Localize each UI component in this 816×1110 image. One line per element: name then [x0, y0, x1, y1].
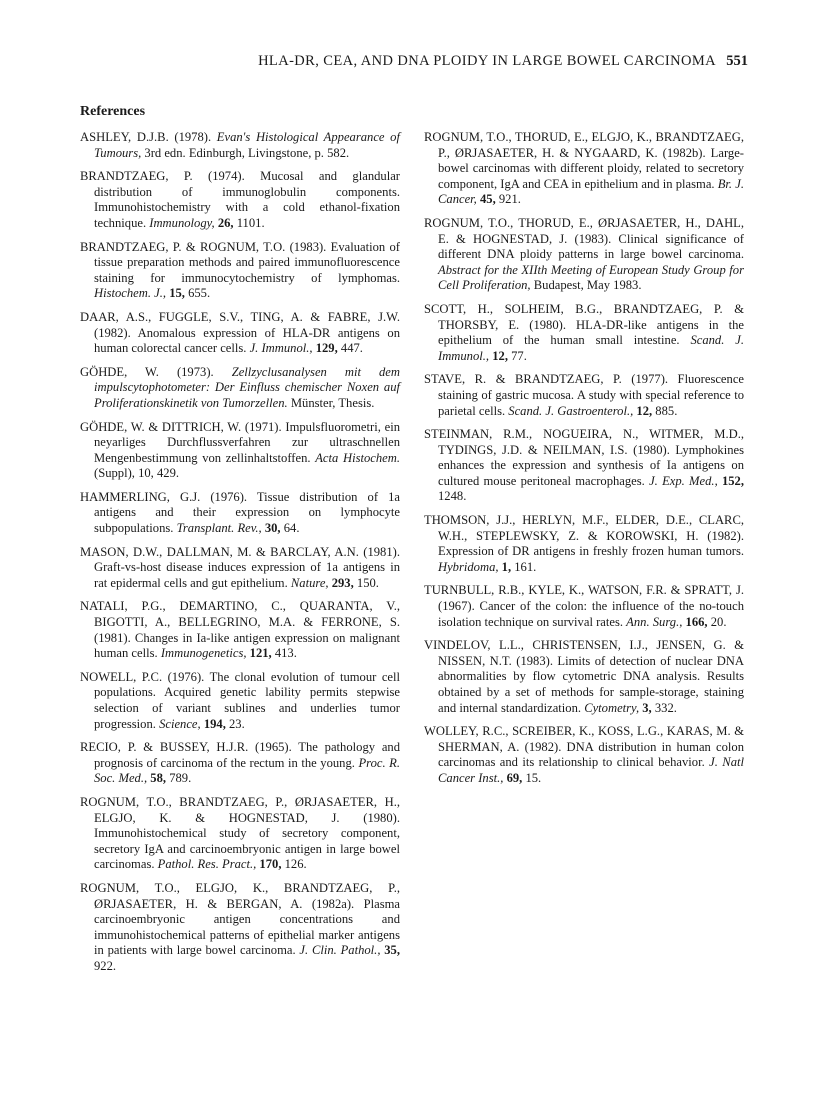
reference-entry	[80, 670, 400, 732]
reference-v: 121,	[246, 646, 272, 661]
reference-v: 12,	[633, 403, 653, 418]
reference-a: RECIO, P. & BUSSEY, H.J.R. (1965). The pathology and prognosis of carcinoma of the rectum in the young.	[80, 740, 400, 770]
reference-e: 161.	[511, 559, 537, 574]
reference-a: NATALI, P.G., DEMARTINO, C., QUARANTA, V., BIGOTTI, A., BELLEGRINO, M.A. & FERRONE, S. (1981). Changes in Ia-like antigen expression on malignant human cells.	[80, 599, 400, 661]
reference-a: ROGNUM, T.O., ELGJO, K., BRANDTZAEG, P., ØRJASAETER, H. & BERGAN, A. (1982a). Plasma carcinoembryonic antigen concentrations and immunohistochemical patterns of epithelial marker antigens in patients with large bowel carcinoma.	[80, 880, 400, 958]
reference-entry	[424, 372, 744, 419]
reference-v: 35,	[380, 943, 401, 958]
references-heading: References	[80, 104, 146, 119]
reference-a: BRANDTZAEG, P. (1974). Mucosal and glandular distribution of immunoglobulin components. Immunohistochemistry with a cold ethanol-fixation technique.	[80, 169, 400, 230]
reference-e: 1248.	[438, 489, 467, 504]
reference-e: 20.	[707, 614, 727, 629]
reference-e: 1101.	[233, 215, 265, 230]
reference-entry	[424, 724, 744, 786]
reference-j: Transplant. Rev.,	[176, 521, 262, 536]
reference-j: J. Immunol.,	[249, 341, 313, 356]
reference-v: 1,	[498, 559, 512, 574]
page-number: 551	[726, 53, 748, 69]
reference-j: J. Clin. Pathol.,	[299, 943, 381, 958]
references-column-right	[424, 130, 744, 795]
reference-entry	[80, 795, 400, 873]
reference-a: THOMSON, J.J., HERLYN, M.F., ELDER, D.E., CLARC, W.H., STEPLEWSKY, Z. & KOROWSKI, H. (1982). Expression of DR antigens in freshly frozen human tumors.	[424, 513, 744, 559]
reference-e: 885.	[652, 403, 678, 418]
reference-j: Scand. J. Gastroenterol.,	[508, 403, 634, 418]
reference-j: Hybridoma,	[438, 559, 499, 574]
reference-entry	[80, 740, 400, 787]
reference-r: Münster, Thesis.	[287, 395, 375, 410]
reference-v: 3,	[639, 700, 652, 715]
reference-j: Br. J. Cancer,	[438, 176, 744, 207]
reference-j: Nature,	[290, 575, 329, 590]
reference-a: STAVE, R. & BRANDTZAEG, P. (1977). Fluorescence staining of gastric mucosa. A study with special reference to parietal cells.	[424, 372, 744, 418]
reference-a: BRANDTZAEG, P. & ROGNUM, T.O. (1983). Evaluation of tissue preparation methods and paired immunofluorescence staining for immunocytochemistry of lymphomas.	[80, 239, 400, 285]
reference-entry	[80, 130, 400, 161]
reference-v: 69,	[503, 770, 523, 785]
reference-e: 150.	[353, 575, 379, 590]
reference-entry	[80, 490, 400, 537]
reference-v: 15,	[166, 286, 185, 301]
reference-e: 789.	[166, 771, 192, 786]
references-column-left	[80, 130, 400, 983]
reference-v: 45,	[476, 192, 496, 207]
reference-a: ASHLEY, D.J.B. (1978).	[80, 130, 217, 144]
reference-v: 26,	[214, 215, 234, 230]
reference-j: Pathol. Res. Pract.,	[157, 857, 257, 872]
reference-entry	[80, 599, 400, 661]
reference-v: 166,	[682, 614, 708, 629]
reference-j: J. Natl Cancer Inst.,	[438, 755, 744, 785]
reference-r: Budapest, May 1983.	[530, 278, 642, 293]
reference-e: 447.	[337, 341, 363, 356]
reference-entry	[80, 420, 400, 482]
reference-a: ROGNUM, T.O., BRANDTZAEG, P., ØRJASAETER, H., ELGJO, K. & HOGNESTAD, J. (1980). Immunohistochemical study of secretory component, secretory IgA and carcinoembryonic antigen in large bowel carcinomas.	[80, 794, 400, 872]
reference-v: 30,	[261, 521, 281, 536]
reference-e: 922.	[94, 958, 117, 973]
reference-j: Cytometry,	[584, 700, 640, 715]
reference-e: 77.	[507, 348, 527, 363]
reference-j: Science,	[159, 716, 201, 731]
reference-e: 413.	[271, 646, 297, 661]
reference-v: 170,	[256, 857, 282, 872]
reference-a: GÖHDE, W. (1973).	[80, 364, 232, 379]
reference-a: WOLLEY, R.C., SCREIBER, K., KOSS, L.G., KARAS, M. & SHERMAN, A. (1982). DNA distribution in human colon carcinomas and its relationship to clinical behavior.	[424, 724, 744, 770]
reference-v: 12,	[489, 348, 508, 363]
reference-entry	[424, 513, 744, 575]
reference-a: GÖHDE, W. & DITTRICH, W. (1971). Impulsfluorometri, ein neyarliges Durchflussverfahren zur ultraschnellen Mengenbestimmung von zellinhaltstoffen.	[80, 419, 400, 465]
reference-j: Immunogenetics,	[160, 646, 247, 661]
reference-v: 129,	[312, 341, 338, 356]
reference-e: 23.	[225, 716, 245, 731]
reference-entry	[424, 583, 744, 630]
reference-v: 152,	[717, 473, 745, 488]
reference-j: Ann. Surg.,	[626, 614, 683, 629]
reference-e: 64.	[280, 521, 300, 536]
reference-entry	[424, 638, 744, 716]
reference-entry	[80, 310, 400, 357]
running-title: HLA-DR, CEA, AND DNA PLOIDY IN LARGE BOWEL CARCINOMA	[258, 53, 716, 69]
reference-entry	[80, 169, 400, 231]
reference-j: J. Exp. Med.,	[649, 473, 718, 488]
reference-j: Histochem. J.,	[94, 286, 167, 301]
reference-e: 655.	[184, 286, 211, 301]
reference-entry	[424, 216, 744, 294]
reference-entry	[80, 881, 400, 975]
reference-e: 126.	[281, 857, 307, 872]
running-header	[0, 50, 816, 74]
reference-a: STEINMAN, R.M., NOGUEIRA, N., WITMER, M.D., TYDINGS, J.D. & NEILMAN, I.S. (1980). Lymphokines enhances the expression and synthesis of Ia antigens on cultured mouse peritoneal macrophages.	[424, 427, 744, 488]
reference-j: Immunology,	[149, 215, 215, 230]
reference-e: (Suppl), 10, 429.	[94, 466, 180, 481]
reference-entry	[424, 427, 744, 505]
reference-a: DAAR, A.S., FUGGLE, S.V., TING, A. & FABRE, J.W. (1982). Anomalous expression of HLA-DR antigens on human colorectal cancer cells.	[80, 309, 400, 356]
reference-a: HAMMERLING, G.J. (1976). Tissue distribution of 1a antigens and their expression on lymphocyte subpopulations.	[80, 489, 400, 536]
reference-v: 293,	[328, 575, 354, 590]
reference-e: 15.	[522, 770, 542, 785]
reference-e: 921.	[495, 192, 521, 207]
reference-r: 3rd edn. Edinburgh, Livingstone, p. 582.	[141, 145, 350, 160]
reference-a: ROGNUM, T.O., THORUD, E., ELGJO, K., BRANDTZAEG, P., ØRJASAETER, H. & NYGAARD, K. (1982b). Large-bowel carcinomas with different ploidy, related to secretory component, IgA and CEA in epithelium and in plasma.	[424, 130, 744, 191]
reference-t: Abstract for the XIIth Meeting of European Study Group for Cell Proliferation,	[438, 262, 744, 293]
reference-j: Scand. J. Immunol.,	[438, 333, 745, 363]
reference-v: 194,	[200, 716, 226, 731]
reference-entry	[80, 240, 400, 302]
reference-v: 58,	[147, 771, 167, 786]
reference-t: Zellzyclusanalysen mit dem impulscytophotometer: Der Einfluss chemischer Noxen auf Proliferationskinetik von Tumorzellen.	[94, 364, 400, 410]
reference-a: ROGNUM, T.O., THORUD, E., ØRJASAETER, H., DAHL, E. & HOGNESTAD, J. (1983). Clinical significance of different DNA ploidy patterns in large bowel carcinoma.	[424, 215, 744, 262]
reference-a: MASON, D.W., DALLMAN, M. & BARCLAY, A.N. (1981). Graft-vs-host disease induces expression of 1a antigens in rat epidermal cells and gut epithelium.	[80, 544, 400, 590]
reference-entry	[424, 130, 744, 208]
reference-a: NOWELL, P.C. (1976). The clonal evolution of tumour cell populations. Acquired genetic lability permits stepwise selection of variant sublines and underlies tumor progression.	[80, 669, 400, 731]
reference-entry	[80, 545, 400, 592]
reference-j: Proc. R. Soc. Med.,	[94, 755, 400, 786]
reference-t: Evan's Histological Appearance of Tumours,	[94, 130, 400, 160]
reference-a: VINDELOV, L.L., CHRISTENSEN, I.J., JENSEN, G. & NISSEN, N.T. (1983). Limits of detection of nuclear DNA abnormalities by flow cytometric DNA analysis. Results obtained by a set of methods for sample-storage, staining and internal standardization.	[424, 638, 744, 715]
reference-entry	[424, 302, 744, 364]
reference-e: 332.	[651, 700, 677, 715]
reference-entry	[80, 365, 400, 412]
reference-a: SCOTT, H., SOLHEIM, B.G., BRANDTZAEG, P. & THORSBY, E. (1980). HLA-DR-like antigens in the epithelium of the human small intestine.	[424, 301, 744, 348]
reference-a: TURNBULL, R.B., KYLE, K., WATSON, F.R. & SPRATT, J. (1967). Cancer of the colon: the influence of the no-touch isolation technique on survival rates.	[424, 583, 744, 629]
reference-j: Acta Histochem.	[315, 450, 400, 465]
